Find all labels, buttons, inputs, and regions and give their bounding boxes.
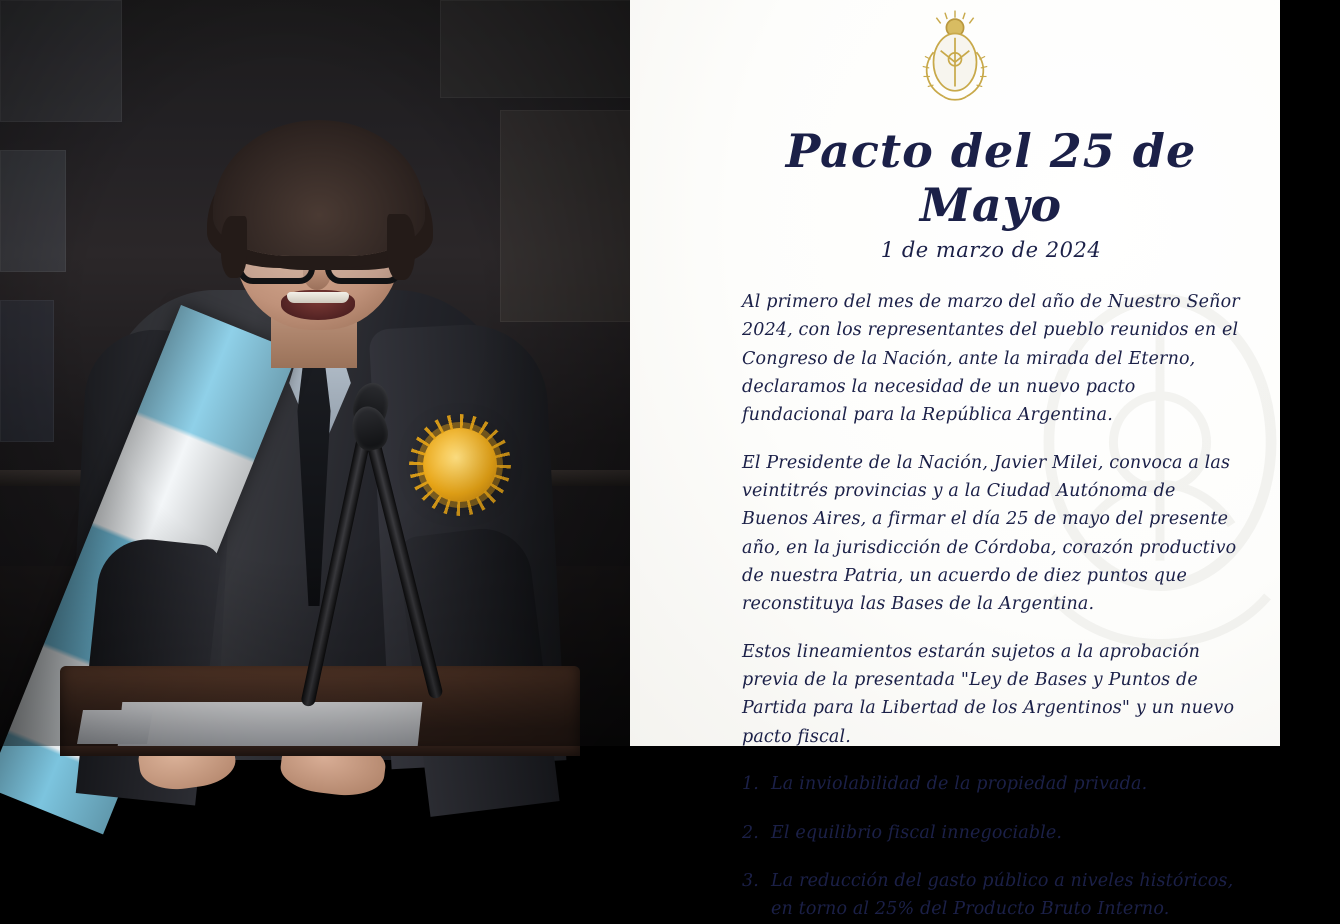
document-paragraph: Al primero del mes de marzo del año de Nuestro Señor 2024, con los representantes del pueblo reunidos en el Congreso de la Nación, ante la mirada del Eterno, declaramos la necesidad de un nuevo pacto fundacional para la República Argentina. <box>742 292 1240 426</box>
pacto-document <box>630 0 1280 920</box>
list-item-number: 2. <box>742 822 759 843</box>
list-item <box>742 770 1240 798</box>
list-item <box>742 867 1240 924</box>
list-item <box>742 819 1240 847</box>
list-item-number: 1. <box>742 774 759 795</box>
document-paragraph: El Presidente de la Nación, Javier Milei, convoca a las veintitrés provincias y a la Ciudad Autónoma de Buenos Aires, a firmar el día 25 de mayo del presente año, en la jurisdicción de Córdoba, corazón productivo de nuestra Patria, un acuerdo de diez puntos que reconstituya las Bases de la Argentina. <box>742 452 1237 615</box>
document-title: Pacto del 25 de Mayo <box>785 124 1197 232</box>
document-paragraph: Estos lineamientos estarán sujetos a la aprobación previa de la presentada "Ley de Bases y Puntos de Partida para la Libertad de los Argentinos" y un nuevo pacto fiscal. <box>742 641 1235 747</box>
list-item-text: La reducción del gasto público a niveles históricos, en torno al 25% del Producto Bruto Interno. <box>771 870 1234 920</box>
document-date: 1 de marzo de 2024 <box>880 238 1102 262</box>
document-body <box>630 0 1280 924</box>
list-item-number: 3. <box>742 870 759 891</box>
photo-vignette <box>0 0 630 746</box>
press-photograph <box>0 0 630 746</box>
list-item-text: La inviolabilidad de la propiedad privada. <box>771 774 1148 795</box>
points-list <box>742 770 1240 923</box>
list-item-text: El equilibrio fiscal innegociable. <box>771 822 1063 843</box>
